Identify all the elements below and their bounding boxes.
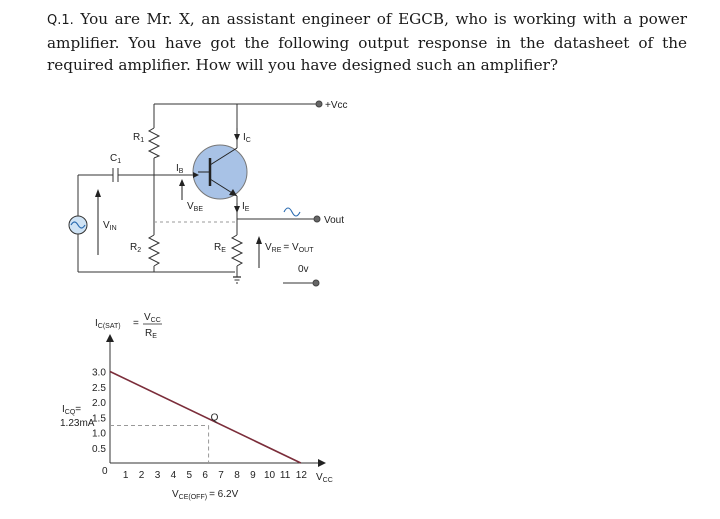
x-tick-label: 1: [122, 470, 129, 481]
vbe-label: $V_{BE}$: [187, 201, 204, 213]
x-tick-label: 7: [218, 470, 224, 481]
y-axis-arrow-icon: [106, 334, 114, 342]
ground-label: 0v: [298, 264, 309, 275]
y-tick-label: 2.5: [92, 382, 106, 394]
icq-label: $I_{CQ}=$: [62, 404, 82, 416]
ground-terminal: [313, 280, 319, 286]
x-tick-label: 5: [186, 470, 193, 481]
x-tick-label: 4: [170, 470, 177, 481]
r1-label: $R_1$: [133, 132, 145, 144]
formula-numerator: $V_{CC}$: [144, 312, 161, 324]
ic-label: $I_C$: [243, 132, 251, 144]
ib-label: $I_B$: [176, 163, 184, 175]
ib-arrow-icon: [179, 179, 185, 186]
r2-resistor: [149, 235, 159, 266]
vout-label: Vout: [324, 215, 345, 226]
x-tick-label: 8: [234, 470, 240, 481]
ie-label: $I_E$: [242, 201, 250, 213]
vin-label: $V_{IN}$: [103, 220, 117, 232]
vre-vout-label: $V_{RE} = V_{OUT}$: [265, 242, 314, 254]
x-axis-arrow-icon: [318, 459, 326, 467]
y-axis-label: $I_{C(SAT)}$: [95, 318, 121, 330]
vre-arrow-icon: [256, 236, 262, 244]
c1-label: $C_1$: [110, 153, 122, 165]
ic-arrow-icon: [234, 134, 240, 141]
ac-source-icon: [69, 216, 87, 234]
q-point-label: Q: [210, 412, 219, 424]
re-resistor: [232, 235, 242, 266]
y-tick-label: 1.0: [92, 428, 106, 440]
x-tick-label: 6: [202, 470, 208, 481]
question-number: Q.1.: [47, 13, 74, 28]
r2-label: $R_2$: [130, 242, 142, 254]
formula-denominator: $R_E$: [145, 328, 157, 340]
y-tick-label: 1.5: [92, 413, 106, 425]
x-tick-label: 12: [295, 470, 307, 481]
load-line-chart: [60, 312, 333, 501]
re-label: $R_E$: [214, 242, 226, 254]
load-line: [110, 372, 301, 464]
y-tick-label: 0.5: [92, 443, 106, 455]
x-tick-label: 11: [279, 470, 291, 481]
transistor-icon: [193, 145, 247, 199]
origin-label: 0: [102, 466, 108, 477]
output-wave-icon: [284, 208, 300, 216]
circuit-diagram: [78, 101, 322, 286]
formula-equals: =: [133, 318, 139, 329]
icq-value: 1.23mA: [60, 418, 95, 429]
x-tick-label: 10: [264, 470, 276, 481]
vin-arrow-icon: [95, 189, 101, 197]
y-tick-label: 2.0: [92, 398, 106, 409]
y-tick-label: 3.0: [92, 367, 106, 379]
ie-arrow-icon: [234, 206, 240, 213]
question-body: You are Mr. X, an assistant engineer of EGCB, who is working with a power amplifier. You have got the following output response in the datasheet of the required amplifier. How will you have designed such an amplifier?: [47, 10, 687, 74]
vce-off-label: $V_{CE(OFF)} = 6.2V$: [172, 489, 239, 501]
r1-resistor: [149, 128, 159, 158]
vcc-label: +Vcc: [325, 100, 348, 111]
x-tick-label: 9: [250, 470, 256, 481]
x-axis-label: $V_{CC}$: [316, 472, 333, 484]
vcc-terminal: [316, 101, 322, 107]
x-tick-label: 2: [138, 470, 145, 481]
vout-terminal: [314, 216, 320, 222]
x-tick-label: 3: [154, 470, 161, 481]
